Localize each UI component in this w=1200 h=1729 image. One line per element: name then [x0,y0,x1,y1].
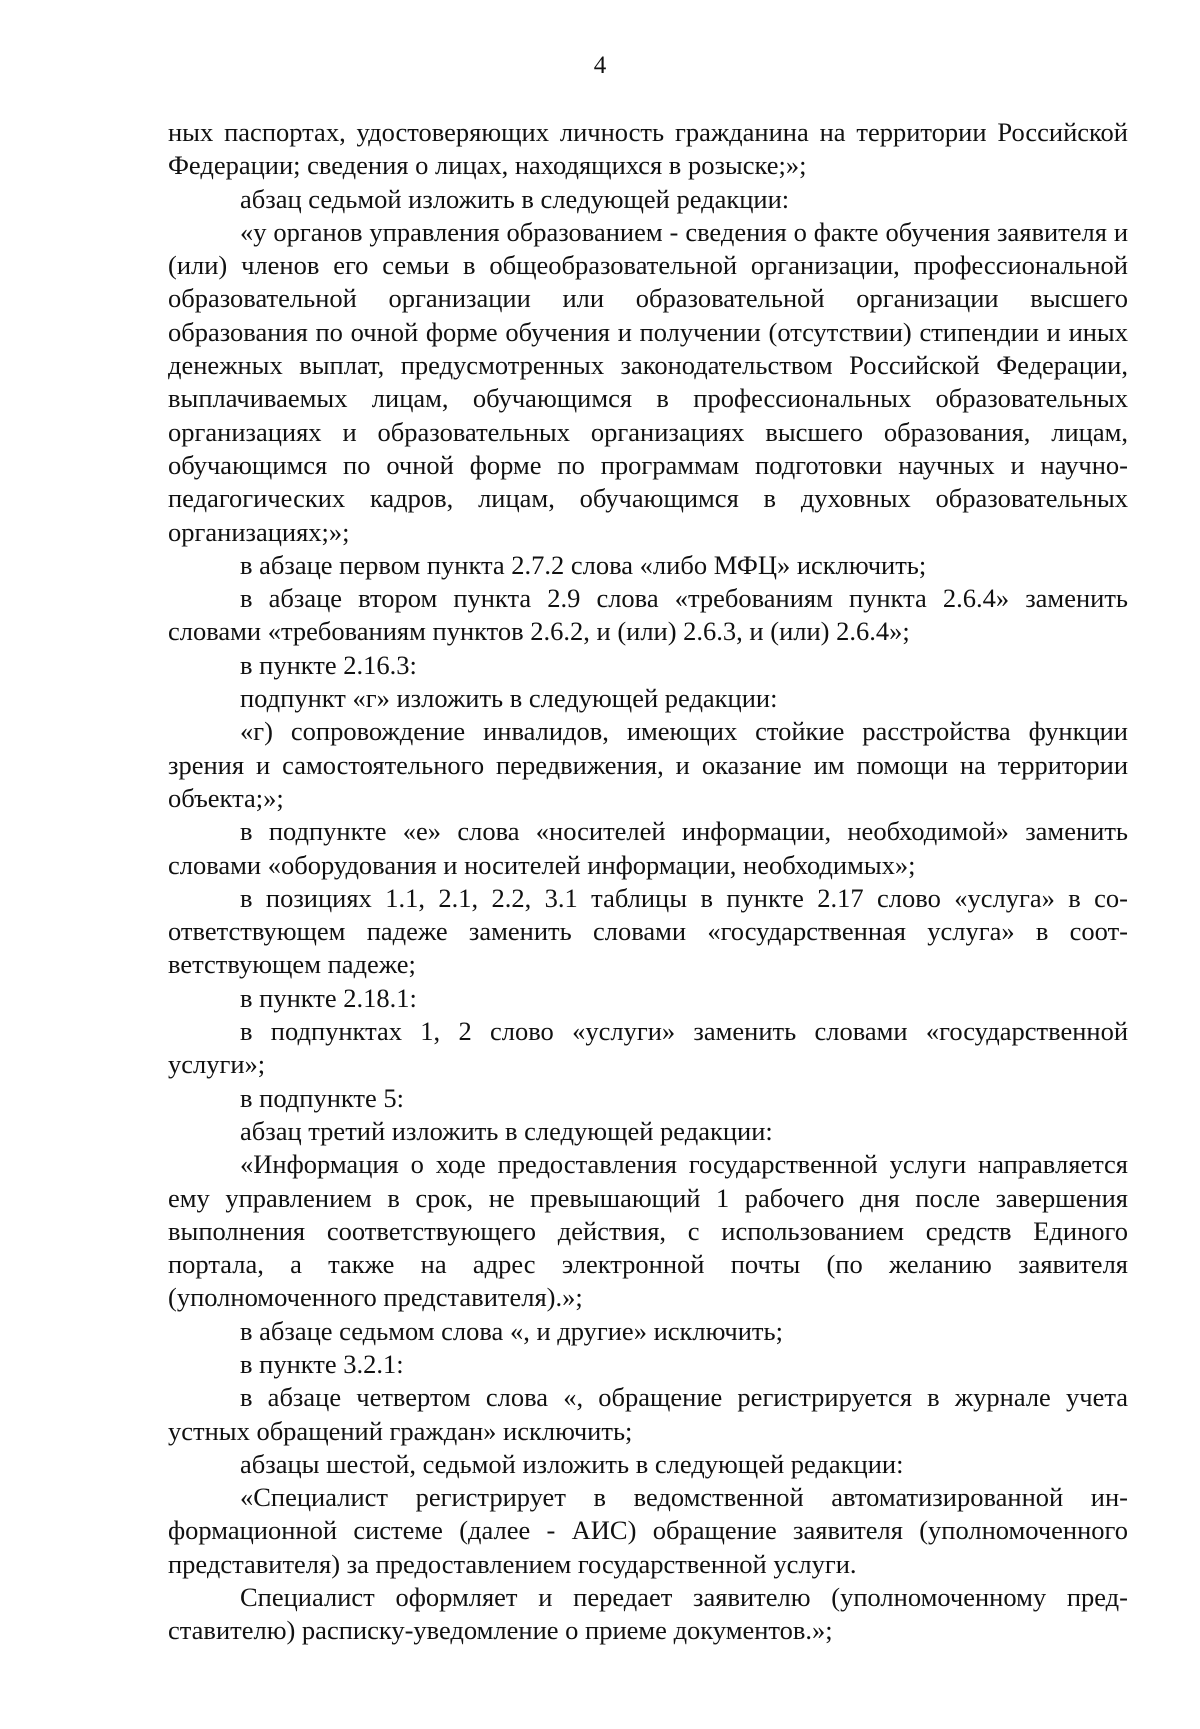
paragraph: в пункте 2.16.3: [240,649,417,680]
page-number: 4 [593,52,607,79]
paragraph: в подпункте «е» слова «носителей информации, необходимой» заменить словами «оборудования и носителей информации, необходимых»; [168,816,1128,880]
quoted-paragraph: Специалист оформляет и передает заявителю (уполномоченному представителю) расписку-уведомление о приеме документов.»; [168,1582,1128,1646]
paragraph: в абзаце четвертом слова «, обращение регистрируется в журнале учета устных обращений граждан» исключить; [168,1382,1128,1446]
paragraph: в абзаце первом пункта 2.7.2 слова «либо МФЦ» исключить; [240,549,927,580]
quoted-paragraph: «Специалист регистрирует в ведомственной автоматизированной информационной системе (далее - АИС) обращение заявителя (уполномоченного представителя) за предоставлением государственной услуги. [168,1482,1128,1579]
paragraph: в позициях 1.1, 2.1, 2.2, 3.1 таблицы в пункте 2.17 слово «услуга» в соответствующем падеже заменить словами «государственная услуга» в соответствующем падеже; [168,882,1128,980]
paragraph: подпункт «г» изложить в следующей редакции: [240,683,778,714]
quoted-paragraph: «г) сопровождение инвалидов, имеющих стойкие расстройства функции зрения и самостоятельного передвижения, и оказание им помощи на территории объекта;»; [168,716,1128,813]
paragraph: в подпункте 5: [240,1082,405,1113]
paragraph: в абзаце втором пункта 2.9 слова «требованиям пункта 2.6.4» заменить словами «требованиям пунктов 2.6.2, и (или) 2.6.3, и (или) 2.6.4»; [168,583,1128,647]
paragraph: в абзаце седьмом слова «, и другие» исключить; [240,1315,783,1346]
quoted-paragraph: «Информация о ходе предоставления государственной услуги направляется ему управлением в срок, не превышающий 1 рабочего дня после завершения выполнения соответствующего действия, с использованием средств Единого портала, а также на адрес электронной почты (по желанию заявителя (уполномоченного представителя).»; [168,1149,1128,1313]
paragraph-continuation: ных паспортах, удостоверяющих личность гражданина на территории Российской Федерации; сведения о лицах, находящихся в розыске;»; [168,117,1128,181]
paragraph: абзац третий изложить в следующей редакции: [240,1115,773,1146]
quoted-paragraph: «у органов управления образованием - сведения о факте обучения заявителя и (или) членов его семьи в общеобразовательной организации, профессиональной образовательной организации или образовательной организации высшего образования по очной форме обучения и получении (отсутствии) стипендии и иных денежных выплат, предусмотренных законодательством Российской Федерации, выплачиваемых лицам, обучающимся в профессиональных образовательных организациях и образовательных организациях высшего образования, лицам, обучающимся по очной форме по программам подготовки научных и научно-педагогических кадров, лицам, обучающимся в духовных образовательных организациях;»; [168,216,1128,547]
paragraph: абзацы шестой, седьмой изложить в следующей редакции: [240,1448,904,1479]
paragraph: абзац седьмой изложить в следующей редакции: [240,183,790,214]
paragraph: в пункте 3.2.1: [240,1348,404,1379]
paragraph: в пункте 2.18.1: [240,982,417,1013]
paragraph: в подпунктах 1, 2 слово «услуги» заменить словами «государственной услуги»; [168,1016,1128,1080]
document-body [168,116,1128,1648]
